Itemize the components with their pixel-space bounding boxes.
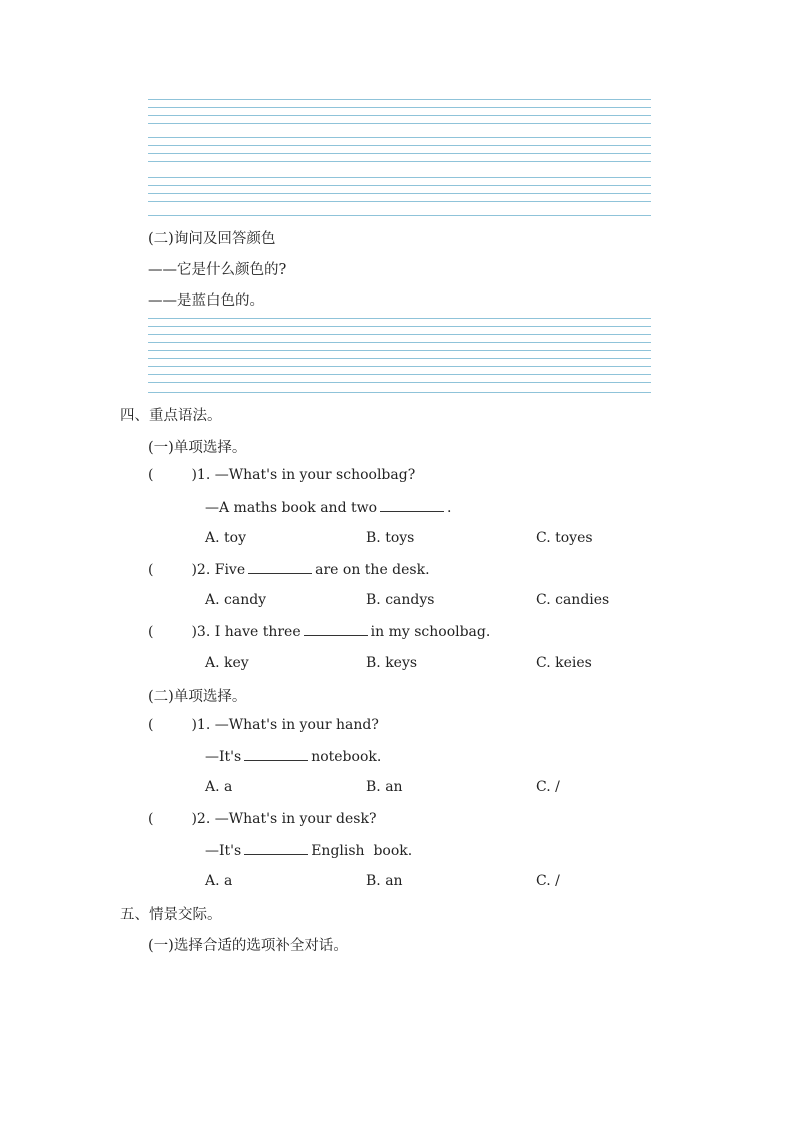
answer-bracket-open: ( — [148, 811, 154, 827]
part2-answer: ——是蓝白色的。 — [148, 293, 264, 309]
writing-lines-bottom — [148, 318, 651, 394]
fill-blank[interactable] — [244, 748, 308, 761]
question-text: )2. —What's in your desk? — [191, 811, 377, 827]
option-c: C. / — [536, 873, 560, 889]
option-a: A. key — [205, 655, 249, 671]
answer-bracket-open: ( — [148, 562, 154, 578]
question-text: —It's — [205, 749, 242, 765]
option-b: B. toys — [366, 530, 415, 546]
question-2 — [148, 561, 430, 578]
option-a: A. candy — [205, 592, 267, 608]
question-3 — [148, 623, 490, 640]
fill-blank[interactable] — [248, 561, 312, 574]
answer-bracket-open: ( — [148, 717, 154, 733]
option-b: B. candys — [366, 592, 435, 608]
option-c: C. / — [536, 779, 560, 795]
option-c: C. candies — [536, 592, 610, 608]
question-5-line2 — [205, 842, 412, 859]
answer-bracket-open: ( — [148, 467, 154, 483]
part2-title: (二)询问及回答颜色 — [148, 231, 276, 247]
option-a: A. a — [205, 873, 233, 889]
section5-title: 五、情景交际。 — [120, 907, 222, 923]
fill-blank[interactable] — [380, 499, 444, 512]
option-c: C. toyes — [536, 530, 593, 546]
question-text: are on the desk. — [315, 562, 430, 578]
question-text: )1. —What's in your schoolbag? — [191, 467, 416, 483]
question-text: —A maths book and two — [205, 500, 378, 516]
section4-title: 四、重点语法。 — [120, 408, 222, 424]
question-text: )3. I have three — [191, 624, 301, 640]
question-text: )1. —What's in your hand? — [191, 717, 379, 733]
question-1 — [148, 467, 415, 483]
question-text: English book. — [311, 843, 413, 859]
question-text: notebook. — [311, 749, 382, 765]
option-c: C. keies — [536, 655, 592, 671]
question-text: . — [447, 500, 452, 516]
answer-bracket-open: ( — [148, 624, 154, 640]
question-5 — [148, 811, 376, 827]
part2-question: ——它是什么颜色的? — [148, 262, 287, 278]
section4-sub2: (二)单项选择。 — [148, 689, 247, 705]
question-text: )2. Five — [191, 562, 246, 578]
question-4-line2 — [205, 748, 381, 765]
fill-blank[interactable] — [304, 623, 368, 636]
option-b: B. an — [366, 779, 403, 795]
question-text: —It's — [205, 843, 242, 859]
section4-sub1: (一)单项选择。 — [148, 440, 247, 456]
option-a: A. a — [205, 779, 233, 795]
option-b: B. keys — [366, 655, 418, 671]
question-1-line2 — [205, 499, 451, 516]
fill-blank[interactable] — [244, 842, 308, 855]
writing-lines-top — [148, 99, 651, 217]
section5-sub1: (一)选择合适的选项补全对话。 — [148, 938, 348, 954]
question-text: in my schoolbag. — [370, 624, 491, 640]
option-a: A. toy — [205, 530, 246, 546]
question-4 — [148, 717, 379, 733]
option-b: B. an — [366, 873, 403, 889]
